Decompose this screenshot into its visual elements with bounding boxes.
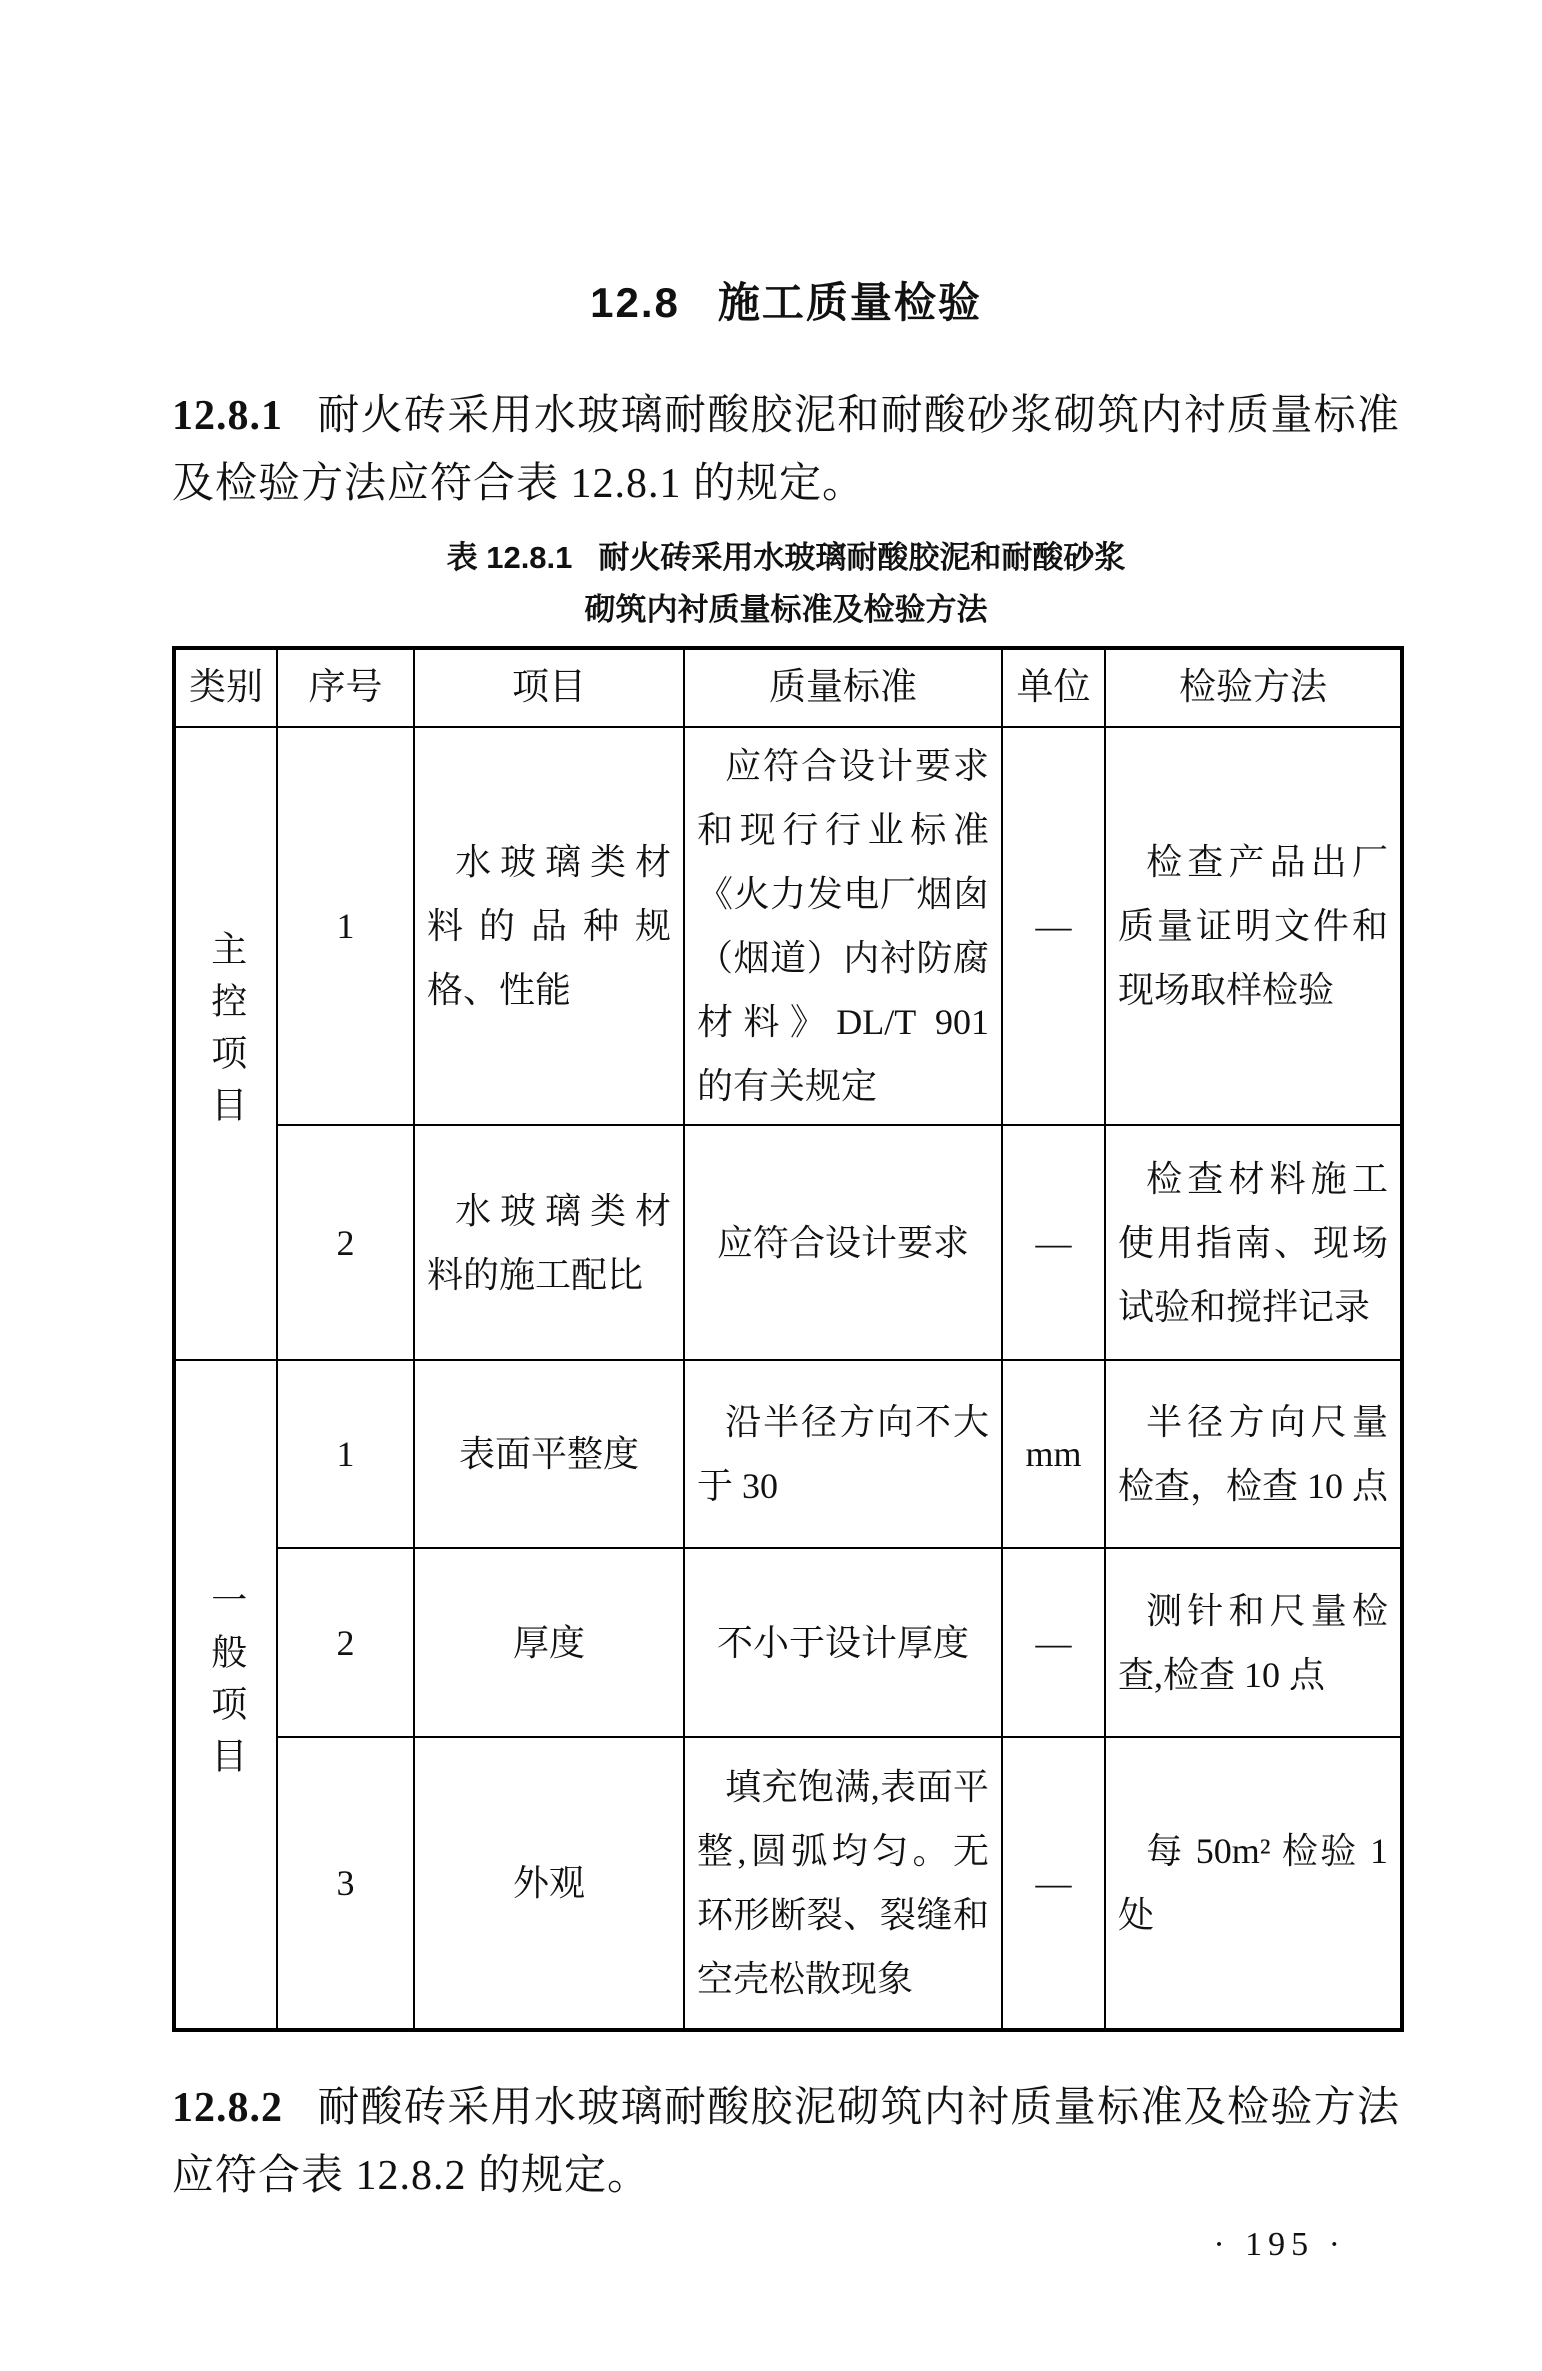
cell-unit: — xyxy=(1002,1737,1105,2030)
cell-item: 厚度 xyxy=(414,1548,684,1737)
cell-unit: — xyxy=(1002,1125,1105,1360)
cell-item: 水玻璃类材料的施工配比 xyxy=(414,1125,684,1360)
cell-standard: 应符合设计要求和现行行业标准《火力发电厂烟囱（烟道）内衬防腐材料》DL/T 901 的有关规定 xyxy=(684,727,1002,1125)
clause-number: 12.8.1 xyxy=(172,393,283,439)
cell-unit: — xyxy=(1002,1548,1105,1737)
cell-method: 检查材料施工使用指南、现场试验和搅拌记录 xyxy=(1105,1125,1402,1360)
cell-method: 每 50m² 检验 1 处 xyxy=(1105,1737,1402,2030)
quality-standards-table xyxy=(172,646,1404,2032)
table-caption xyxy=(172,532,1400,636)
paragraph-12-8-2 xyxy=(172,2074,1400,2210)
cell-serial: 2 xyxy=(277,1548,414,1737)
cell-serial: 1 xyxy=(277,1360,414,1548)
cell-standard: 不小于设计厚度 xyxy=(684,1548,1002,1737)
category-general: 一般项目 xyxy=(174,1360,277,2030)
table-caption-line2: 砌筑内衬质量标准及检验方法 xyxy=(584,592,988,627)
page-content xyxy=(172,278,1400,2210)
cell-serial: 2 xyxy=(277,1125,414,1360)
cell-standard: 沿半径方向不大于 30 xyxy=(684,1360,1002,1548)
header-category: 类别 xyxy=(174,648,277,727)
cell-method: 半径方向尺量检查，检查 10 点 xyxy=(1105,1360,1402,1548)
table-row xyxy=(174,727,1402,1125)
table-caption-number: 表 12.8.1 xyxy=(446,540,573,575)
header-serial: 序号 xyxy=(277,648,414,727)
table-caption-text1: 耐火砖采用水玻璃耐酸胶泥和耐酸砂浆 xyxy=(598,540,1126,575)
cell-item: 水玻璃类材料的品种规格、性能 xyxy=(414,727,684,1125)
header-standard: 质量标准 xyxy=(684,648,1002,727)
header-method: 检验方法 xyxy=(1105,648,1402,727)
table-row xyxy=(174,1360,1402,1548)
cell-method: 测针和尺量检查,检查 10 点 xyxy=(1105,1548,1402,1737)
cell-unit: — xyxy=(1002,727,1105,1125)
clause-text: 耐酸砖采用水玻璃耐酸胶泥砌筑内衬质量标准及检验方法应符合表 12.8.2 的规定。 xyxy=(172,2085,1400,2199)
section-heading xyxy=(172,278,1400,328)
cell-serial: 3 xyxy=(277,1737,414,2030)
cell-method: 检查产品出厂质量证明文件和现场取样检验 xyxy=(1105,727,1402,1125)
clause-text: 耐火砖采用水玻璃耐酸胶泥和耐酸砂浆砌筑内衬质量标准及检验方法应符合表 12.8.1 的规定。 xyxy=(172,393,1400,507)
cell-standard: 填充饱满,表面平整,圆弧均匀。无环形断裂、裂缝和空壳松散现象 xyxy=(684,1737,1002,2030)
table-header-row xyxy=(174,648,1402,727)
section-title-text: 施工质量检验 xyxy=(717,279,982,326)
clause-number: 12.8.2 xyxy=(172,2085,283,2131)
table-caption-line1 xyxy=(172,532,1400,584)
cell-unit: mm xyxy=(1002,1360,1105,1548)
header-unit: 单位 xyxy=(1002,648,1105,727)
table-row xyxy=(174,1737,1402,2030)
category-main-control: 主控项目 xyxy=(174,727,277,1360)
cell-item: 外观 xyxy=(414,1737,684,2030)
header-item: 项目 xyxy=(414,648,684,727)
cell-item: 表面平整度 xyxy=(414,1360,684,1548)
paragraph-12-8-1 xyxy=(172,382,1400,518)
cell-standard: 应符合设计要求 xyxy=(684,1125,1002,1360)
page-number: · 195 · xyxy=(1213,2226,1346,2263)
section-number: 12.8 xyxy=(590,279,680,326)
table-row xyxy=(174,1548,1402,1737)
cell-serial: 1 xyxy=(277,727,414,1125)
table-row xyxy=(174,1125,1402,1360)
